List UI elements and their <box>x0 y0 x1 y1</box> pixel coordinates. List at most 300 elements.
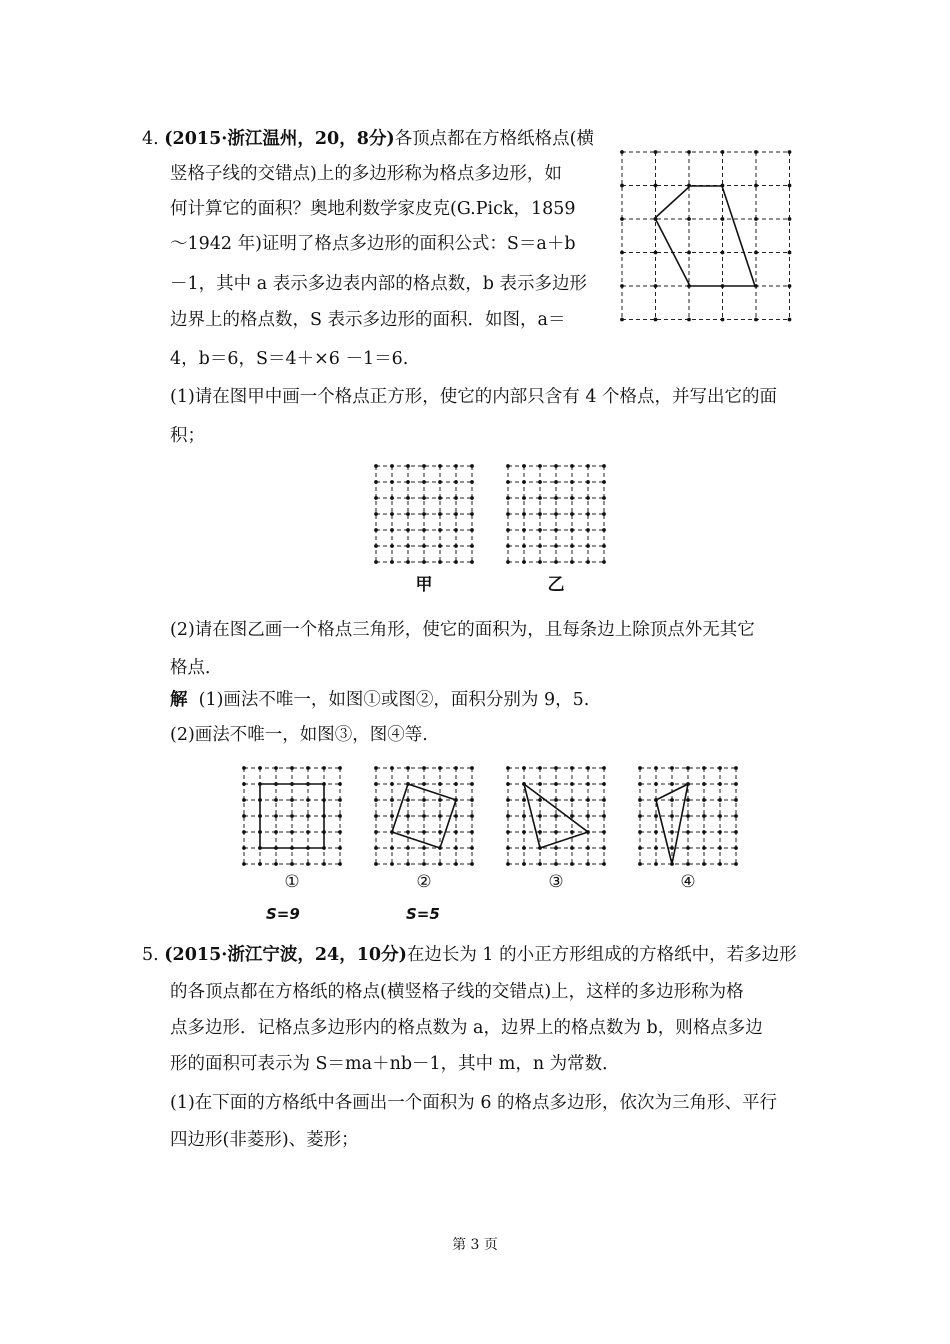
grid-point <box>602 560 606 564</box>
grid-point <box>554 798 558 802</box>
grid-point <box>538 814 542 818</box>
grid-point <box>374 528 378 532</box>
grid-point <box>687 251 691 255</box>
grid-point <box>274 766 278 770</box>
grid-point <box>454 528 458 532</box>
grid-point <box>654 766 658 770</box>
grid-point <box>721 251 725 255</box>
grid-point <box>620 284 624 288</box>
grid-point <box>470 496 474 500</box>
grid-point <box>754 251 758 255</box>
grid-point <box>390 528 394 532</box>
grid-point <box>374 496 378 500</box>
grid-point <box>687 217 691 221</box>
grid-point <box>602 846 606 850</box>
grid-point <box>654 846 658 850</box>
grid-point <box>554 830 558 834</box>
grid-point <box>522 862 526 866</box>
grid-point <box>506 798 510 802</box>
grid-point <box>570 512 574 516</box>
grid-point <box>686 766 690 770</box>
grid-point <box>338 782 342 786</box>
grid-point <box>242 814 246 818</box>
grid-point <box>438 544 442 548</box>
area-label-2: S=5 <box>406 905 440 923</box>
grid-point <box>686 798 690 802</box>
grid-point <box>454 846 458 850</box>
grid-point <box>554 464 558 468</box>
grid-point <box>506 766 510 770</box>
grid-point <box>374 512 378 516</box>
grid-point <box>788 318 792 322</box>
grid-point <box>686 846 690 850</box>
grid-point <box>306 830 310 834</box>
grid-point <box>522 544 526 548</box>
grid-point <box>406 512 410 516</box>
grid-point <box>438 512 442 516</box>
grid-point <box>506 782 510 786</box>
grid-point <box>570 544 574 548</box>
grid-point <box>718 830 722 834</box>
grid-point <box>718 798 722 802</box>
grid-point <box>390 766 394 770</box>
grid-point <box>290 766 294 770</box>
grid-point <box>586 798 590 802</box>
grid-point <box>406 862 410 866</box>
problem5-q1-line-2: 四边形(非菱形)、菱形； <box>170 1130 359 1150</box>
grid-point <box>670 814 674 818</box>
grid-point <box>470 560 474 564</box>
grid-point <box>422 846 426 850</box>
grid-point <box>702 846 706 850</box>
grid-point <box>422 782 426 786</box>
grid-point <box>438 782 442 786</box>
grid-point <box>620 251 624 255</box>
grid-point <box>734 782 738 786</box>
problem4-text-2: 竖格子线的交错点)上的多边形称为格点多边形，如 <box>170 164 562 184</box>
example-polygon <box>655 186 755 286</box>
grid-point <box>718 846 722 850</box>
grid-point <box>242 862 246 866</box>
grid-point <box>602 766 606 770</box>
grid-point <box>702 814 706 818</box>
grid-point <box>422 480 426 484</box>
problem5-number: 5. <box>142 945 159 965</box>
grid-point <box>718 862 722 866</box>
grid-point <box>338 862 342 866</box>
grid-point <box>242 830 246 834</box>
grid-point <box>406 496 410 500</box>
grid-point <box>702 766 706 770</box>
problem4-text-1: 各顶点都在方格纸格点(横 <box>394 129 594 149</box>
grid-point <box>438 814 442 818</box>
grid-point <box>638 766 642 770</box>
page-footer: 第 3 页 <box>452 1237 498 1253</box>
grid-point <box>670 766 674 770</box>
problem4-text-5: －1，其中 a 表示多边表内部的格点数，b 表示多边形 <box>170 274 587 294</box>
grid-point <box>454 862 458 866</box>
grid-point <box>374 544 378 548</box>
grid-point <box>406 544 410 548</box>
grid-point <box>422 560 426 564</box>
grid-point <box>586 846 590 850</box>
grid-point <box>390 560 394 564</box>
grid-point <box>422 544 426 548</box>
grid-point <box>274 862 278 866</box>
grid-point <box>390 544 394 548</box>
grid-point <box>522 846 526 850</box>
grid-point <box>406 560 410 564</box>
grid-point <box>554 766 558 770</box>
grid-point <box>602 798 606 802</box>
grid-point <box>406 814 410 818</box>
grid-point <box>554 480 558 484</box>
grid-point <box>454 560 458 564</box>
grid-point <box>374 766 378 770</box>
grid-point <box>538 512 542 516</box>
solution-figure-2 <box>376 768 472 864</box>
grid-point <box>734 814 738 818</box>
grid-point <box>522 464 526 468</box>
figure-label-1: ① <box>284 872 300 892</box>
grid-point <box>702 798 706 802</box>
grid-point <box>538 464 542 468</box>
grid-point <box>718 814 722 818</box>
grid-point <box>638 814 642 818</box>
grid-point <box>538 544 542 548</box>
grid-point <box>602 782 606 786</box>
grid-point <box>438 528 442 532</box>
grid-point <box>522 766 526 770</box>
grid-point <box>438 830 442 834</box>
grid-point <box>638 846 642 850</box>
grid-point <box>721 150 725 154</box>
grid-point <box>570 480 574 484</box>
grid-point <box>506 862 510 866</box>
grid-point <box>374 814 378 818</box>
grid-point <box>734 830 738 834</box>
grid-point <box>788 251 792 255</box>
grid-point <box>620 150 624 154</box>
grid-point <box>338 814 342 818</box>
grid-jia <box>376 466 472 562</box>
grid-point <box>422 464 426 468</box>
grid-point <box>322 766 326 770</box>
grid-point <box>290 830 294 834</box>
grid-point <box>438 766 442 770</box>
grid-point <box>274 798 278 802</box>
grid-point <box>788 217 792 221</box>
grid-point <box>506 528 510 532</box>
grid-point <box>454 480 458 484</box>
problem4-source: (2015·浙江温州，20，8分) <box>164 129 395 149</box>
problem4-q2-line-1: (2)请在图乙画一个格点三角形，使它的面积为，且每条边上除顶点外无其它 <box>170 620 755 640</box>
grid-point <box>620 318 624 322</box>
grid-point <box>570 830 574 834</box>
grid-point <box>538 528 542 532</box>
grid-point <box>602 862 606 866</box>
grid-yi <box>508 466 604 562</box>
grid-point <box>470 464 474 468</box>
problem4-text-7: 4，b＝6，S＝4＋×6 －1＝6. <box>170 349 409 369</box>
grid-point <box>322 862 326 866</box>
figure-label-4: ④ <box>680 872 696 892</box>
grid-point <box>454 814 458 818</box>
grid-point <box>538 830 542 834</box>
grid-point <box>390 782 394 786</box>
grid-point <box>734 766 738 770</box>
grid-point <box>258 766 262 770</box>
grid-point <box>454 464 458 468</box>
grid-point <box>754 184 758 188</box>
grid-point <box>406 480 410 484</box>
grid-point <box>522 560 526 564</box>
grid-point <box>506 830 510 834</box>
grid-point <box>522 814 526 818</box>
grid-point <box>470 782 474 786</box>
grid-point <box>702 830 706 834</box>
grid-point <box>554 560 558 564</box>
grid-point <box>554 496 558 500</box>
grid-point <box>470 798 474 802</box>
grid-point <box>438 464 442 468</box>
grid-point <box>338 798 342 802</box>
grid-point <box>586 512 590 516</box>
grid-point <box>422 862 426 866</box>
grid-point <box>654 782 658 786</box>
grid-point <box>754 318 758 322</box>
grid-point <box>506 480 510 484</box>
grid-point <box>788 284 792 288</box>
grid-point <box>554 512 558 516</box>
grid-point <box>390 846 394 850</box>
figure-label-2: ② <box>416 872 432 892</box>
grid-point <box>654 318 658 322</box>
grid-point <box>602 480 606 484</box>
grid-point <box>338 846 342 850</box>
grid-point <box>422 496 426 500</box>
grid-point <box>670 798 674 802</box>
grid-point <box>438 798 442 802</box>
grid-point <box>422 830 426 834</box>
problem4-q2-line-2: 格点． <box>170 658 223 678</box>
solution-text-1: (1)画法不唯一，如图①或图②，面积分别为 9，5. <box>198 690 590 710</box>
grid-point <box>686 862 690 866</box>
grid-point <box>506 846 510 850</box>
grid-point <box>470 814 474 818</box>
solution-figure-4 <box>640 768 736 864</box>
grid-point <box>422 798 426 802</box>
grid-point <box>538 480 542 484</box>
grid-point <box>522 512 526 516</box>
grid-point <box>374 862 378 866</box>
problem4-q1-line-1: (1)请在图甲中画一个格点正方形，使它的内部只含有 4 个格点，并写出它的面 <box>170 387 778 407</box>
problem5-text-4: 形的面积可表示为 S＝ma＋nb－1，其中 m，n 为常数． <box>170 1054 620 1074</box>
grid-point <box>406 830 410 834</box>
grid-point <box>586 814 590 818</box>
problem5-text-3: 点多边形．记格点多边形内的格点数为 a，边界上的格点数为 b，则格点多边 <box>170 1018 763 1038</box>
grid-point <box>554 814 558 818</box>
grid-point <box>687 150 691 154</box>
problem5-line-1 <box>142 943 797 967</box>
problem5-text-2: 的各顶点都在方格纸的格点(横竖格子线的交错点)上，这样的多边形称为格 <box>170 982 744 1002</box>
grid-point <box>290 798 294 802</box>
grid-point <box>788 184 792 188</box>
problem4-line-1 <box>142 127 594 151</box>
grid-point <box>338 766 342 770</box>
grid-point <box>654 251 658 255</box>
grid-point <box>670 846 674 850</box>
grid-point <box>570 846 574 850</box>
grid-point <box>654 284 658 288</box>
grid-point <box>718 782 722 786</box>
problem4-q1-line-2: 积； <box>170 426 205 446</box>
grid-point <box>506 464 510 468</box>
grid-label-jia: 甲 <box>415 575 433 595</box>
grid-point <box>754 217 758 221</box>
grid-point <box>602 814 606 818</box>
example-grid-figure <box>620 150 795 325</box>
grid-point <box>670 830 674 834</box>
grid-point <box>242 846 246 850</box>
grid-point <box>554 846 558 850</box>
grid-point <box>306 814 310 818</box>
grid-point <box>522 496 526 500</box>
grid-point <box>454 512 458 516</box>
solution-figure-1 <box>244 768 340 864</box>
grid-point <box>754 150 758 154</box>
grid-point <box>522 830 526 834</box>
grid-point <box>538 766 542 770</box>
grid-point <box>338 830 342 834</box>
grid-point <box>638 798 642 802</box>
grid-point <box>570 464 574 468</box>
grid-point <box>602 528 606 532</box>
grid-point <box>390 862 394 866</box>
grid-point <box>734 846 738 850</box>
grid-point <box>506 560 510 564</box>
grid-point <box>242 798 246 802</box>
grid-point <box>406 798 410 802</box>
grid-point <box>620 217 624 221</box>
grid-point <box>242 766 246 770</box>
grid-point <box>454 496 458 500</box>
grid-point <box>554 862 558 866</box>
solution-line-1 <box>170 688 589 712</box>
grid-point <box>554 544 558 548</box>
grid-point <box>586 782 590 786</box>
grid-point <box>390 798 394 802</box>
grid-point <box>718 766 722 770</box>
grid-point <box>422 512 426 516</box>
grid-point <box>586 766 590 770</box>
grid-point <box>686 830 690 834</box>
grid-point <box>274 814 278 818</box>
grid-point <box>470 830 474 834</box>
grid-point <box>454 782 458 786</box>
problem5-source: (2015·浙江宁波，24，10分) <box>164 945 407 965</box>
grid-point <box>454 766 458 770</box>
grid-point <box>570 766 574 770</box>
grid-point <box>374 560 378 564</box>
grid-point <box>602 496 606 500</box>
grid-point <box>586 862 590 866</box>
grid-point <box>654 862 658 866</box>
grid-point <box>470 544 474 548</box>
grid-point <box>506 496 510 500</box>
grid-point <box>570 814 574 818</box>
grid-point <box>570 560 574 564</box>
grid-point <box>586 544 590 548</box>
grid-point <box>638 862 642 866</box>
grid-point <box>602 544 606 548</box>
grid-point <box>586 496 590 500</box>
grid-point <box>554 528 558 532</box>
grid-point <box>438 480 442 484</box>
grid-point <box>586 528 590 532</box>
grid-point <box>602 830 606 834</box>
grid-point <box>538 782 542 786</box>
grid-point <box>788 150 792 154</box>
grid-label-yi: 乙 <box>547 575 565 595</box>
grid-point <box>686 814 690 818</box>
grid-point <box>702 862 706 866</box>
grid-point <box>654 184 658 188</box>
grid-point <box>390 464 394 468</box>
grid-point <box>470 766 474 770</box>
grid-point <box>390 496 394 500</box>
grid-point <box>258 862 262 866</box>
grid-point <box>438 560 442 564</box>
grid-point <box>734 798 738 802</box>
figure-label-3: ③ <box>548 872 564 892</box>
grid-point <box>702 782 706 786</box>
problem4-text-6: 边界上的格点数，S 表示多边形的面积．如图，a＝ <box>170 310 566 330</box>
grid-point <box>554 782 558 786</box>
grid-point <box>538 862 542 866</box>
grid-point <box>470 480 474 484</box>
grid-point <box>586 560 590 564</box>
problem4-text-3: 何计算它的面积？奥地利数学家皮克(G.Pick，1859 <box>170 199 576 219</box>
grid-point <box>406 464 410 468</box>
grid-point <box>654 830 658 834</box>
grid-point <box>734 862 738 866</box>
grid-point <box>687 318 691 322</box>
problem5-text-1: 在边长为 1 的小正方形组成的方格纸中，若多边形 <box>406 945 797 965</box>
grid-point <box>721 217 725 221</box>
grid-point <box>422 766 426 770</box>
grid-point <box>570 798 574 802</box>
grid-point <box>538 496 542 500</box>
grid-point <box>470 512 474 516</box>
grid-point <box>602 512 606 516</box>
grid-point <box>390 480 394 484</box>
grid-point <box>274 830 278 834</box>
grid-point <box>390 512 394 516</box>
grid-point <box>654 150 658 154</box>
grid-point <box>470 846 474 850</box>
grid-point <box>438 496 442 500</box>
grid-point <box>374 830 378 834</box>
grid-point <box>522 528 526 532</box>
grid-point <box>470 862 474 866</box>
grid-point <box>406 766 410 770</box>
solution-figure-3 <box>508 768 604 864</box>
grid-point <box>374 464 378 468</box>
grid-point <box>306 798 310 802</box>
grid-point <box>242 782 246 786</box>
grid-point <box>586 464 590 468</box>
